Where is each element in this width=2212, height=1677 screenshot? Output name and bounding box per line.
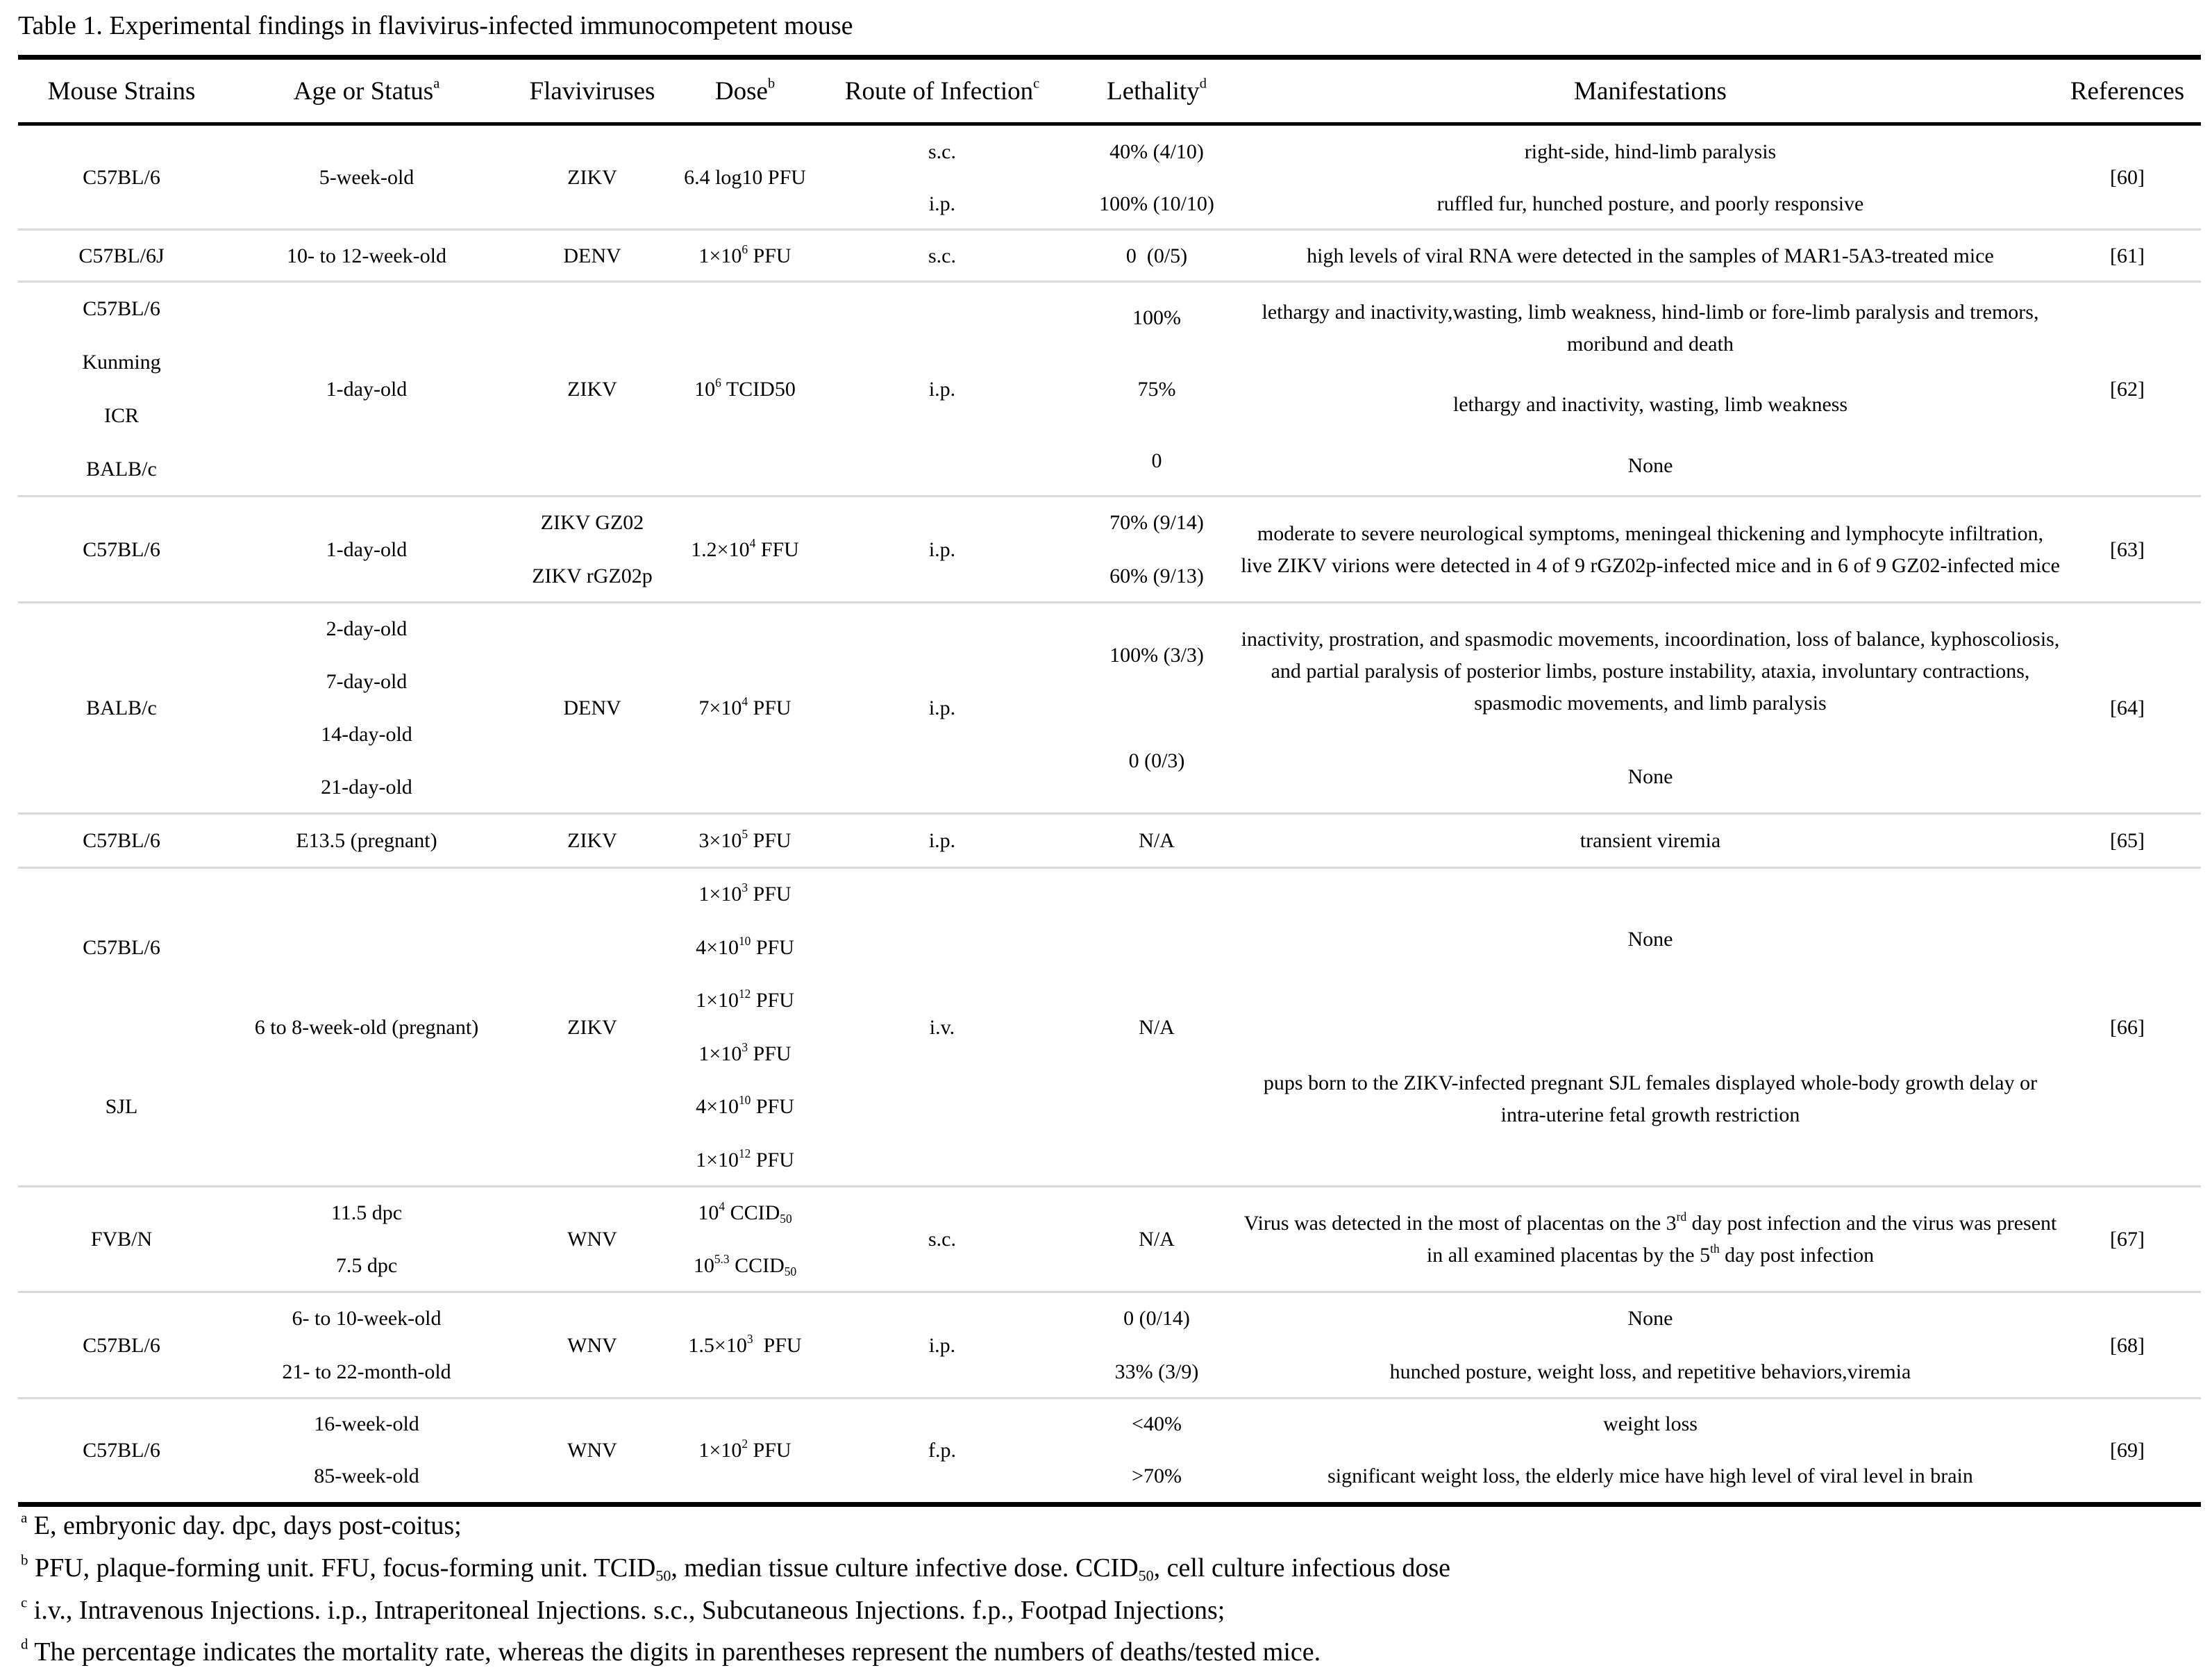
lethality-text: <40% <box>1132 1412 1182 1436</box>
age-or-status-cell <box>221 1187 512 1292</box>
dose-cell <box>658 230 832 282</box>
reference-cell <box>2075 497 2179 603</box>
mouse-strain-cell <box>21 230 222 282</box>
reference-cell <box>2075 868 2179 1187</box>
dose-value: $10^{5.3}$ $CCID_{50}$ <box>693 1251 797 1279</box>
flavivirus-text: ZIKV <box>567 1015 617 1039</box>
flavivirus-cell <box>505 1187 679 1292</box>
manifestation-text: Virus was detected in the most of placentas on the 3rd day post infection and the virus was present in all examined placentas by the 5th day post infection <box>1243 1209 2057 1267</box>
lethality-cell <box>1066 497 1247 603</box>
mouse-strain-text: C57BL/6 <box>83 935 160 959</box>
mouse-strain-text: FVB/N <box>90 1228 153 1251</box>
reference-text: [63] <box>2110 537 2145 561</box>
route-of-infection-cell <box>873 868 1012 1187</box>
dose-cell <box>658 1187 832 1292</box>
age-or-status-text: 16-week-old <box>314 1412 419 1436</box>
manifestations-cell <box>1241 282 2060 497</box>
flavivirus-cell <box>505 1292 679 1399</box>
lethality-text: N/A <box>1139 829 1175 852</box>
age-or-status-cell <box>221 126 512 230</box>
lethality-cell <box>1066 1399 1247 1502</box>
age-or-status-text: 7-day-old <box>326 670 408 693</box>
flavivirus-text: ZIKV rGZ02p <box>532 564 653 587</box>
reference-text: [69] <box>2110 1438 2145 1462</box>
route-of-infection-text: s.c. <box>928 140 956 163</box>
lethality-text: 100% <box>1132 306 1181 329</box>
manifestation-text: weight loss <box>1603 1412 1698 1436</box>
table-top-rule <box>18 55 2201 60</box>
flavivirus-cell <box>505 126 679 230</box>
manifestation-text: None <box>1627 765 1673 788</box>
reference-text: [68] <box>2110 1333 2145 1357</box>
reference-cell <box>2075 1187 2179 1292</box>
header-references: References <box>2070 77 2185 106</box>
route-of-infection-cell <box>873 1399 1012 1502</box>
manifestations-cell <box>1241 868 2060 1187</box>
flavivirus-text: WNV <box>567 1438 617 1462</box>
dose-value: $1\times 10^6$ PFU <box>698 242 791 267</box>
mouse-strain-text: ICR <box>103 404 139 428</box>
mouse-strain-text: BALB/c <box>86 458 157 481</box>
mouse-strain-text: C57BL/6 <box>83 166 160 189</box>
manifestation-text: None <box>1627 1307 1673 1330</box>
dose-value: $1\times 10^{12}$ PFU <box>696 987 794 1012</box>
table-row <box>18 603 2201 814</box>
reference-cell <box>2075 230 2179 282</box>
age-or-status-cell <box>221 814 512 868</box>
dose-cell <box>658 282 832 497</box>
mouse-strain-text: C57BL/6J <box>78 244 165 267</box>
flavivirus-text: ZIKV <box>567 166 617 189</box>
age-or-status-text: 21-day-old <box>321 776 412 799</box>
flavivirus-cell <box>505 1399 679 1502</box>
lethality-text: 70% (9/14) <box>1109 511 1204 535</box>
mouse-strain-cell <box>21 497 222 603</box>
flavivirus-cell <box>505 603 679 814</box>
mouse-strain-cell <box>21 868 222 1187</box>
route-of-infection-cell <box>873 282 1012 497</box>
header-lethality: Lethality$^d$ <box>1107 76 1207 106</box>
table-row <box>18 230 2201 282</box>
dose-cell <box>658 126 832 230</box>
age-or-status-text: 10- to 12-week-old <box>287 244 446 267</box>
manifestation-text: high levels of viral RNA were detected in the samples of MAR1-5A3-treated mice <box>1307 244 1994 267</box>
mouse-strain-text: C57BL/6 <box>83 829 160 852</box>
dose-cell <box>658 603 832 814</box>
manifestations-cell <box>1241 814 2060 868</box>
footnote-a: $^a$ E, embryonic day. dpc, days post-coitus; <box>21 1509 462 1540</box>
lethality-text: 0 (0/3) <box>1128 749 1185 772</box>
table-row <box>18 126 2201 230</box>
reference-text: [67] <box>2110 1228 2145 1251</box>
table-row <box>18 497 2201 603</box>
lethality-text: >70% <box>1132 1464 1182 1487</box>
dose-value: $1.5\times 10^3$ PFU <box>688 1331 802 1357</box>
reference-text: [60] <box>2110 166 2145 189</box>
age-or-status-cell <box>221 603 512 814</box>
reference-cell <box>2075 126 2179 230</box>
mouse-strain-cell <box>21 1292 222 1399</box>
mouse-strain-cell <box>21 1399 222 1502</box>
flavivirus-cell <box>505 868 679 1187</box>
mouse-strain-cell <box>21 1187 222 1292</box>
manifestations-cell <box>1241 230 2060 282</box>
mouse-strain-text: C57BL/6 <box>83 297 160 320</box>
manifestation-text: hunched posture, weight loss, and repetitive behaviors,viremia <box>1389 1360 1911 1383</box>
header-flaviviruses: Flaviviruses <box>529 77 655 106</box>
lethality-text: 0 <box>1151 449 1162 472</box>
lethality-cell <box>1066 868 1247 1187</box>
dose-value: $1\times 10^3$ PFU <box>698 1040 791 1065</box>
header-dose: Dose$^b$ <box>714 76 776 106</box>
route-of-infection-text: i.p. <box>928 1333 956 1357</box>
lethality-text: 75% <box>1137 377 1176 401</box>
flavivirus-text: ZIKV GZ02 <box>540 511 644 535</box>
age-or-status-text: E13.5 (pregnant) <box>296 829 437 852</box>
flavivirus-cell <box>505 282 679 497</box>
age-or-status-cell <box>221 282 512 497</box>
dose-value: $4\times 10^{10}$ PFU <box>696 933 794 959</box>
age-or-status-text: 1-day-old <box>326 377 408 401</box>
dose-cell <box>658 497 832 603</box>
age-or-status-text: 2-day-old <box>326 617 408 640</box>
table-row <box>18 1399 2201 1502</box>
flavivirus-text: ZIKV <box>567 829 617 852</box>
manifestations-cell <box>1241 1292 2060 1399</box>
route-of-infection-cell <box>873 1187 1012 1292</box>
manifestations-cell <box>1241 1187 2060 1292</box>
flavivirus-text: DENV <box>563 244 621 267</box>
reference-cell <box>2075 814 2179 868</box>
lethality-text: N/A <box>1139 1228 1175 1251</box>
mouse-strain-text: BALB/c <box>86 696 157 719</box>
table-row <box>18 868 2201 1187</box>
dose-value: 6.4 log10 PFU <box>684 166 806 189</box>
route-of-infection-cell <box>873 814 1012 868</box>
dose-value: $1\times 10^3$ PFU <box>698 881 791 906</box>
dose-cell <box>658 1292 832 1399</box>
route-of-infection-cell <box>873 497 1012 603</box>
manifestation-text: None <box>1627 454 1673 478</box>
age-or-status-cell <box>221 497 512 603</box>
footnote-d: $^d$ The percentage indicates the mortality rate, whereas the digits in parentheses represent the numbers of deaths/tested mice. <box>21 1635 1321 1667</box>
manifestation-text: inactivity, prostration, and spasmodic movements, incoordination, loss of balance, kyphoscoliosis, and partial paralysis of posterior limbs, posture instability, ataxia, involuntary contractions, spasmodic movements, and limb paralysis <box>1241 628 2060 715</box>
age-or-status-text: 14-day-old <box>321 723 412 746</box>
route-of-infection-cell <box>873 230 1012 282</box>
lethality-cell <box>1066 603 1247 814</box>
table-title: Table 1. Experimental findings in flavivirus-infected immunocompetent mouse <box>18 11 853 40</box>
flavivirus-text: DENV <box>563 696 621 719</box>
mouse-strain-text: C57BL/6 <box>83 1438 160 1462</box>
header-manifestations: Manifestations <box>1574 77 1727 106</box>
mouse-strain-text: Kunming <box>82 350 161 374</box>
table-row <box>18 1187 2201 1292</box>
dose-value: $10^4$ $CCID_{50}$ <box>698 1199 792 1226</box>
dose-value: $7\times 10^4$ PFU <box>698 694 791 719</box>
lethality-cell <box>1066 282 1247 497</box>
lethality-cell <box>1066 126 1247 230</box>
age-or-status-text: 21- to 22-month-old <box>282 1360 451 1383</box>
route-of-infection-cell <box>873 126 1012 230</box>
reference-cell <box>2075 603 2179 814</box>
manifestations-cell <box>1241 1399 2060 1502</box>
age-or-status-text: 11.5 dpc <box>330 1201 403 1224</box>
age-or-status-text: 6- to 10-week-old <box>292 1307 442 1330</box>
route-of-infection-text: i.p. <box>928 537 956 561</box>
lethality-text: 0 (0/14) <box>1123 1307 1190 1330</box>
age-or-status-text: 6 to 8-week-old (pregnant) <box>254 1015 479 1039</box>
lethality-text: 0 (0/5) <box>1125 244 1188 267</box>
route-of-infection-text: i.p. <box>928 696 956 719</box>
age-or-status-cell <box>221 230 512 282</box>
age-or-status-text: 7.5 dpc <box>335 1254 398 1277</box>
mouse-strain-text: C57BL/6 <box>83 1333 160 1357</box>
route-of-infection-cell <box>873 1292 1012 1399</box>
flavivirus-cell <box>505 230 679 282</box>
manifestation-text: lethargy and inactivity, wasting, limb weakness <box>1452 393 1848 417</box>
lethality-text: 100% (3/3) <box>1109 644 1204 667</box>
manifestation-text: lethargy and inactivity,wasting, limb weakness, hind-limb or fore-limb paralysis and tremors, moribund and death <box>1262 300 2039 356</box>
route-of-infection-text: s.c. <box>928 1228 956 1251</box>
route-of-infection-text: s.c. <box>928 244 956 267</box>
age-or-status-cell <box>221 1292 512 1399</box>
manifestation-text: significant weight loss, the elderly mice have high level of viral level in brain <box>1327 1464 1973 1487</box>
mouse-strain-cell <box>21 126 222 230</box>
reference-cell <box>2075 1292 2179 1399</box>
dose-value: $10^6$ TCID50 <box>694 375 796 401</box>
lethality-cell <box>1066 1187 1247 1292</box>
lethality-cell <box>1066 814 1247 868</box>
header-age-or-status: Age or Status$^a$ <box>293 76 440 106</box>
mouse-strain-cell <box>21 814 222 868</box>
footnote-b: $^b$ PFU, plaque-forming unit. FFU, focus-forming unit. $TCID_{50}$, median tissue culture infective dose. $CCID_{50}$, cell culture infectious dose <box>21 1551 1451 1585</box>
route-of-infection-cell <box>873 603 1012 814</box>
header-mouse-strains: Mouse Strains <box>47 77 196 106</box>
manifestation-text: None <box>1627 928 1673 951</box>
dose-cell <box>658 868 832 1187</box>
age-or-status-text: 85-week-old <box>314 1464 419 1487</box>
flavivirus-cell <box>505 814 679 868</box>
lethality-cell <box>1066 1292 1247 1399</box>
reference-text: [65] <box>2110 829 2145 852</box>
lethality-text: 33% (3/9) <box>1114 1360 1199 1383</box>
lethality-text: 60% (9/13) <box>1109 564 1204 587</box>
lethality-cell <box>1066 230 1247 282</box>
reference-cell <box>2075 282 2179 497</box>
mouse-strain-text: SJL <box>105 1095 138 1119</box>
flavivirus-text: WNV <box>567 1228 617 1251</box>
flavivirus-text: ZIKV <box>567 377 617 401</box>
dose-cell <box>658 814 832 868</box>
table-row <box>18 282 2201 497</box>
mouse-strain-cell <box>21 603 222 814</box>
route-of-infection-text: i.p. <box>928 192 956 215</box>
table-bottom-rule <box>18 1502 2201 1507</box>
manifestation-text: transient viremia <box>1580 829 1721 852</box>
flavivirus-cell <box>505 497 679 603</box>
manifestations-cell <box>1241 603 2060 814</box>
lethality-text: N/A <box>1139 1015 1175 1039</box>
dose-value: $3\times 10^5$ PFU <box>698 826 791 852</box>
route-of-infection-text: i.p. <box>928 829 956 852</box>
manifestations-cell <box>1241 497 2060 603</box>
reference-text: [66] <box>2110 1015 2145 1039</box>
mouse-strain-text: C57BL/6 <box>83 537 160 561</box>
age-or-status-cell <box>221 868 512 1187</box>
reference-text: [64] <box>2110 696 2145 719</box>
lethality-text: 100% (10/10) <box>1099 192 1214 215</box>
age-or-status-text: 1-day-old <box>326 537 408 561</box>
footnote-c: $^c$ i.v., Intravenous Injections. i.p., Intraperitoneal Injections. s.c., Subcutaneous Injections. f.p., Footpad Injections; <box>21 1594 1225 1625</box>
reference-text: [61] <box>2110 244 2145 267</box>
table-row <box>18 814 2201 868</box>
manifestation-text: pups born to the ZIKV-infected pregnant SJL females displayed whole-body growth delay or intra-uterine fetal growth restriction <box>1263 1071 2038 1126</box>
table-row <box>18 1292 2201 1399</box>
age-or-status-text: 5-week-old <box>319 166 414 189</box>
route-of-infection-text: i.p. <box>928 377 956 401</box>
reference-text: [62] <box>2110 377 2145 401</box>
age-or-status-cell <box>221 1399 512 1502</box>
dose-value: $1\times 10^{12}$ PFU <box>696 1146 794 1171</box>
flavivirus-text: WNV <box>567 1333 617 1357</box>
reference-cell <box>2075 1399 2179 1502</box>
dose-value: $1\times 10^2$ PFU <box>698 1436 791 1462</box>
mouse-strain-cell <box>21 282 222 497</box>
route-of-infection-text: i.v. <box>929 1015 955 1039</box>
dose-value: $4\times 10^{10}$ PFU <box>696 1093 794 1119</box>
header-route-of-infection: Route of Infection$^c$ <box>844 76 1040 106</box>
manifestations-cell <box>1241 126 2060 230</box>
manifestation-text: right-side, hind-limb paralysis <box>1524 140 1777 163</box>
dose-value: $1.2\times 10^4$ FFU <box>691 535 799 561</box>
route-of-infection-text: f.p. <box>928 1438 956 1462</box>
manifestation-text: moderate to severe neurological symptoms, meningeal thickening and lymphocyte infiltration, live ZIKV virions were detected in 4 of 9 rGZ02p-infected mice and in 6 of 9 GZ02-infected mice <box>1241 522 2060 577</box>
manifestation-text: ruffled fur, hunched posture, and poorly responsive <box>1436 192 1864 215</box>
dose-cell <box>658 1399 832 1502</box>
lethality-text: 40% (4/10) <box>1109 140 1204 163</box>
